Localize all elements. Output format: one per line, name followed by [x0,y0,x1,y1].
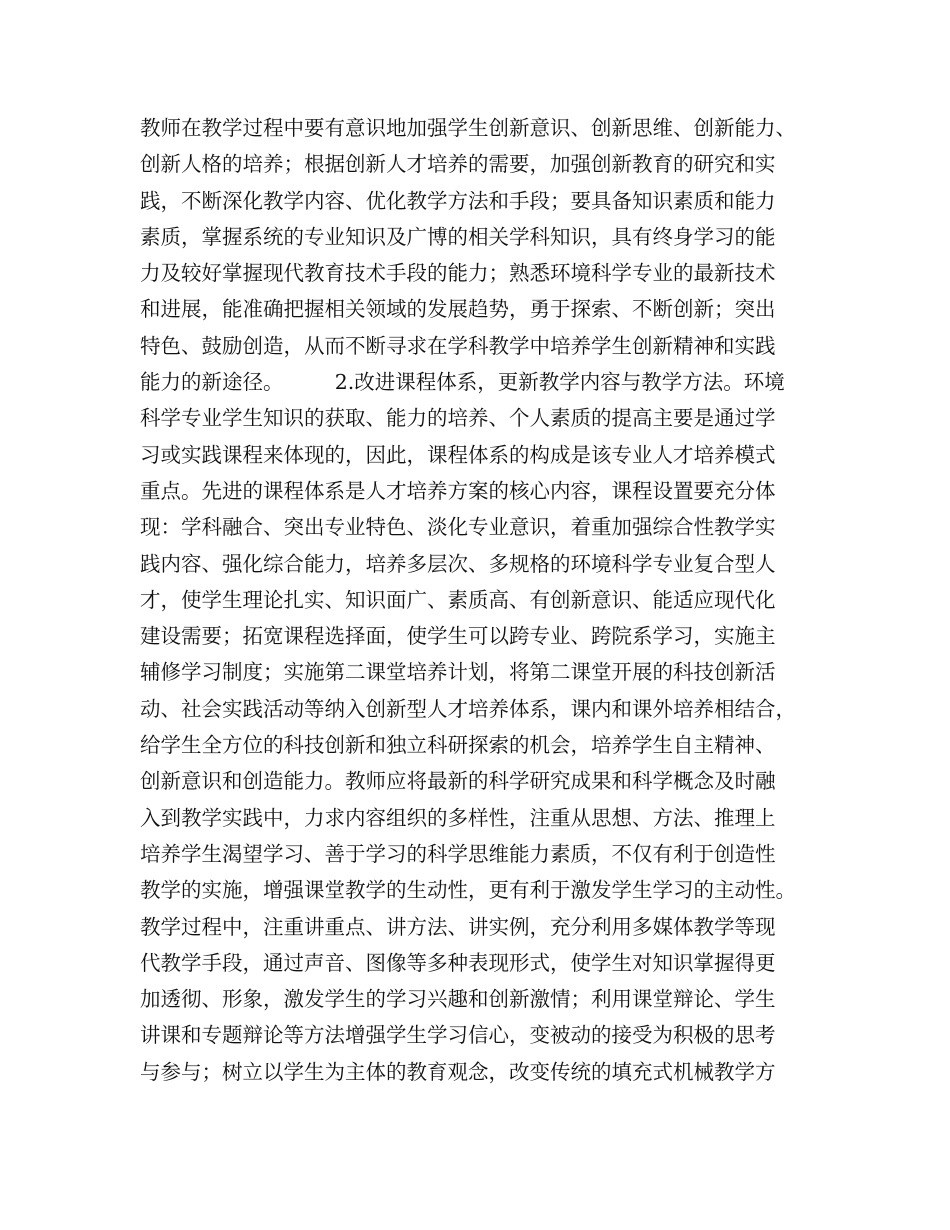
text-line: 习或实践课程来体现的，因此，课程体系的构成是该专业人才培养模式 [140,442,776,467]
text-line: 践，不断深化教学内容、优化教学方法和手段；要具备知识素质和能力 [140,188,776,213]
text-line: 和进展，能准确把握相关领域的发展趋势，勇于探索、不断创新；突出 [140,297,776,322]
text-line: 科学专业学生知识的获取、能力的培养、个人素质的提高主要是通过学 [140,406,776,431]
text-line: 讲课和专题辩论等方法增强学生学习信心，变被动的接受为积极的思考 [140,1023,776,1048]
text-line: 力及较好掌握现代教育技术手段的能力；熟悉环境科学专业的最新技术 [140,261,776,286]
text-line: 建设需要；拓宽课程选择面，使学生可以跨专业、跨院系学习，实施主 [140,624,776,649]
text-line: 动、社会实践活动等纳入创新型人才培养体系，课内和课外培养相结合， [140,696,796,721]
text-line: 加透彻、形象，激发学生的学习兴趣和创新激情；利用课堂辩论、学生 [140,987,776,1012]
text-line: 与参与；树立以学生为主体的教育观念，改变传统的填充式机械教学方 [140,1059,776,1084]
text-line: 创新人格的培养；根据创新人才培养的需要，加强创新教育的研究和实 [140,152,776,177]
text-line: 教学的实施，增强课堂教学的生动性，更有利于激发学生学习的主动性。 [140,878,796,903]
body-text [140,110,830,1090]
text-line: 才，使学生理论扎实、知识面广、素质高、有创新意识、能适应现代化 [140,587,776,612]
text-line: 创新意识和创造能力。教师应将最新的科学研究成果和科学概念及时融 [140,769,776,794]
text-line: 培养学生渴望学习、善于学习的科学思维能力素质，不仅有利于创造性 [140,841,776,866]
text-line: 能力的新途径。 2.改进课程体系，更新教学内容与教学方法。环境 [140,370,785,395]
text-line: 现：学科融合、突出专业特色、淡化专业意识，着重加强综合性教学实 [140,515,776,540]
text-line: 给学生全方位的科技创新和独立科研探索的机会，培养学生自主精神、 [140,733,776,758]
text-line: 教师在教学过程中要有意识地加强学生创新意识、创新思维、创新能力、 [140,116,796,140]
text-line: 践内容、强化综合能力，培养多层次、多规格的环境科学专业复合型人 [140,551,776,576]
text-line: 代教学手段，通过声音、图像等多种表现形式，使学生对知识掌握得更 [140,950,776,975]
text-line: 教学过程中，注重讲重点、讲方法、讲实例，充分利用多媒体教学等现 [140,914,776,939]
text-line: 入到教学实践中，力求内容组织的多样性，注重从思想、方法、推理上 [140,805,776,830]
text-line: 重点。先进的课程体系是人才培养方案的核心内容，课程设置要充分体 [140,478,776,503]
text-line: 辅修学习制度；实施第二课堂培养计划，将第二课堂开展的科技创新活 [140,660,776,685]
text-line: 素质，掌握系统的专业知识及广博的相关学科知识，具有终身学习的能 [140,224,776,249]
text-line: 特色、鼓励创造，从而不断寻求在学科教学中培养学生创新精神和实践 [140,333,776,358]
